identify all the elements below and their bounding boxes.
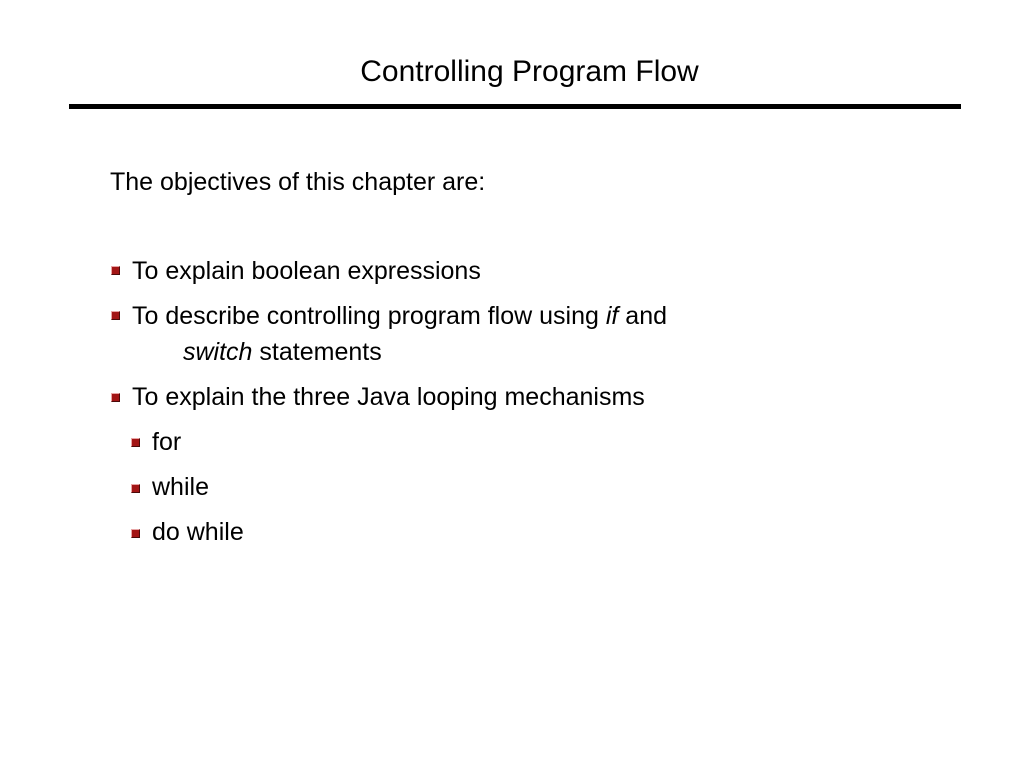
bullet-square-icon — [111, 393, 120, 402]
intro-text: The objectives of this chapter are: — [110, 168, 486, 196]
bullet-text: statements — [252, 338, 382, 366]
sub-item-for: for — [152, 428, 182, 456]
sub-bullet-square-icon — [131, 438, 140, 447]
sub-bullet-square-icon — [131, 529, 140, 538]
bullet-item-continuation — [183, 336, 382, 368]
bullet-item: To explain the three Java looping mechanisms — [132, 383, 645, 411]
keyword-switch: switch — [183, 338, 253, 366]
bullet-square-icon — [111, 311, 120, 320]
bullet-text: and — [618, 302, 668, 330]
sub-item-do-while: do while — [152, 518, 244, 546]
sub-item-while: while — [152, 473, 209, 501]
keyword-if: if — [605, 302, 619, 330]
title-divider — [69, 104, 961, 109]
bullet-text: To describe controlling program flow using — [132, 302, 606, 330]
bullet-item — [132, 300, 667, 332]
sub-bullet-square-icon — [131, 484, 140, 493]
bullet-item: To explain boolean expressions — [132, 257, 481, 285]
slide-title: Controlling Program Flow — [360, 55, 699, 88]
bullet-square-icon — [111, 266, 120, 275]
